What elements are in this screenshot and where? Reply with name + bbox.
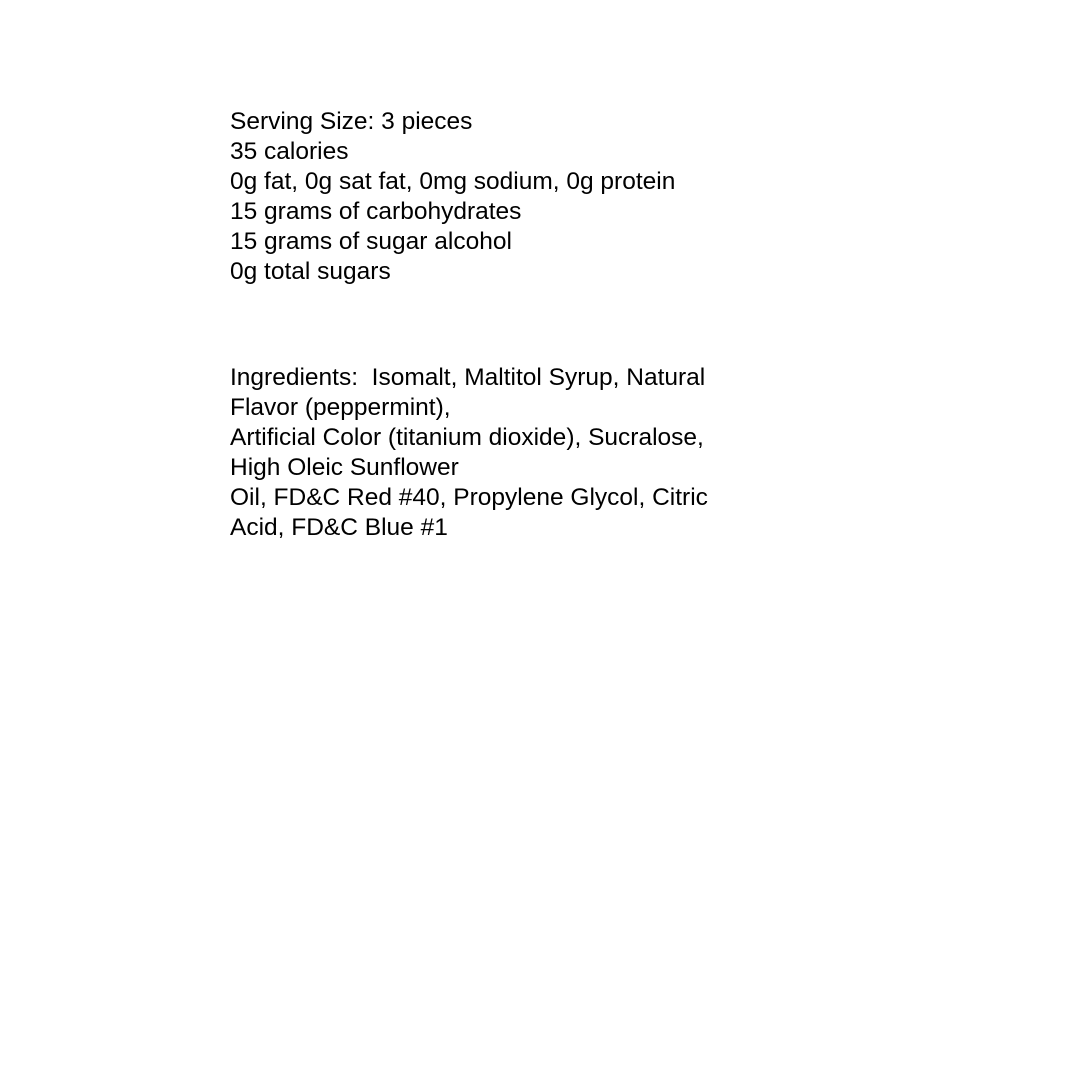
- ingredients-line: High Oleic Sunflower: [230, 454, 459, 481]
- calories-text: 35 calories: [230, 138, 349, 165]
- ingredients-line: Ingredients: Isomalt, Maltitol Syrup, Natural: [230, 364, 706, 391]
- fat-sodium-protein-text: 0g fat, 0g sat fat, 0mg sodium, 0g protein: [230, 168, 676, 195]
- ingredients-line: Acid, FD&C Blue #1: [230, 514, 448, 541]
- serving-size-text: Serving Size: 3 pieces: [230, 108, 473, 135]
- ingredients-line: Artificial Color (titanium dioxide), Sucralose,: [230, 424, 704, 451]
- ingredients-line: Flavor (peppermint),: [230, 394, 451, 421]
- sugar-alcohol-text: 15 grams of sugar alcohol: [230, 228, 512, 255]
- ingredients-line: Oil, FD&C Red #40, Propylene Glycol, Citric: [230, 484, 708, 511]
- total-sugars-text: 0g total sugars: [230, 258, 391, 285]
- carbohydrates-text: 15 grams of carbohydrates: [230, 198, 522, 225]
- ingredients-list: [230, 363, 790, 543]
- nutrition-facts: [230, 107, 790, 287]
